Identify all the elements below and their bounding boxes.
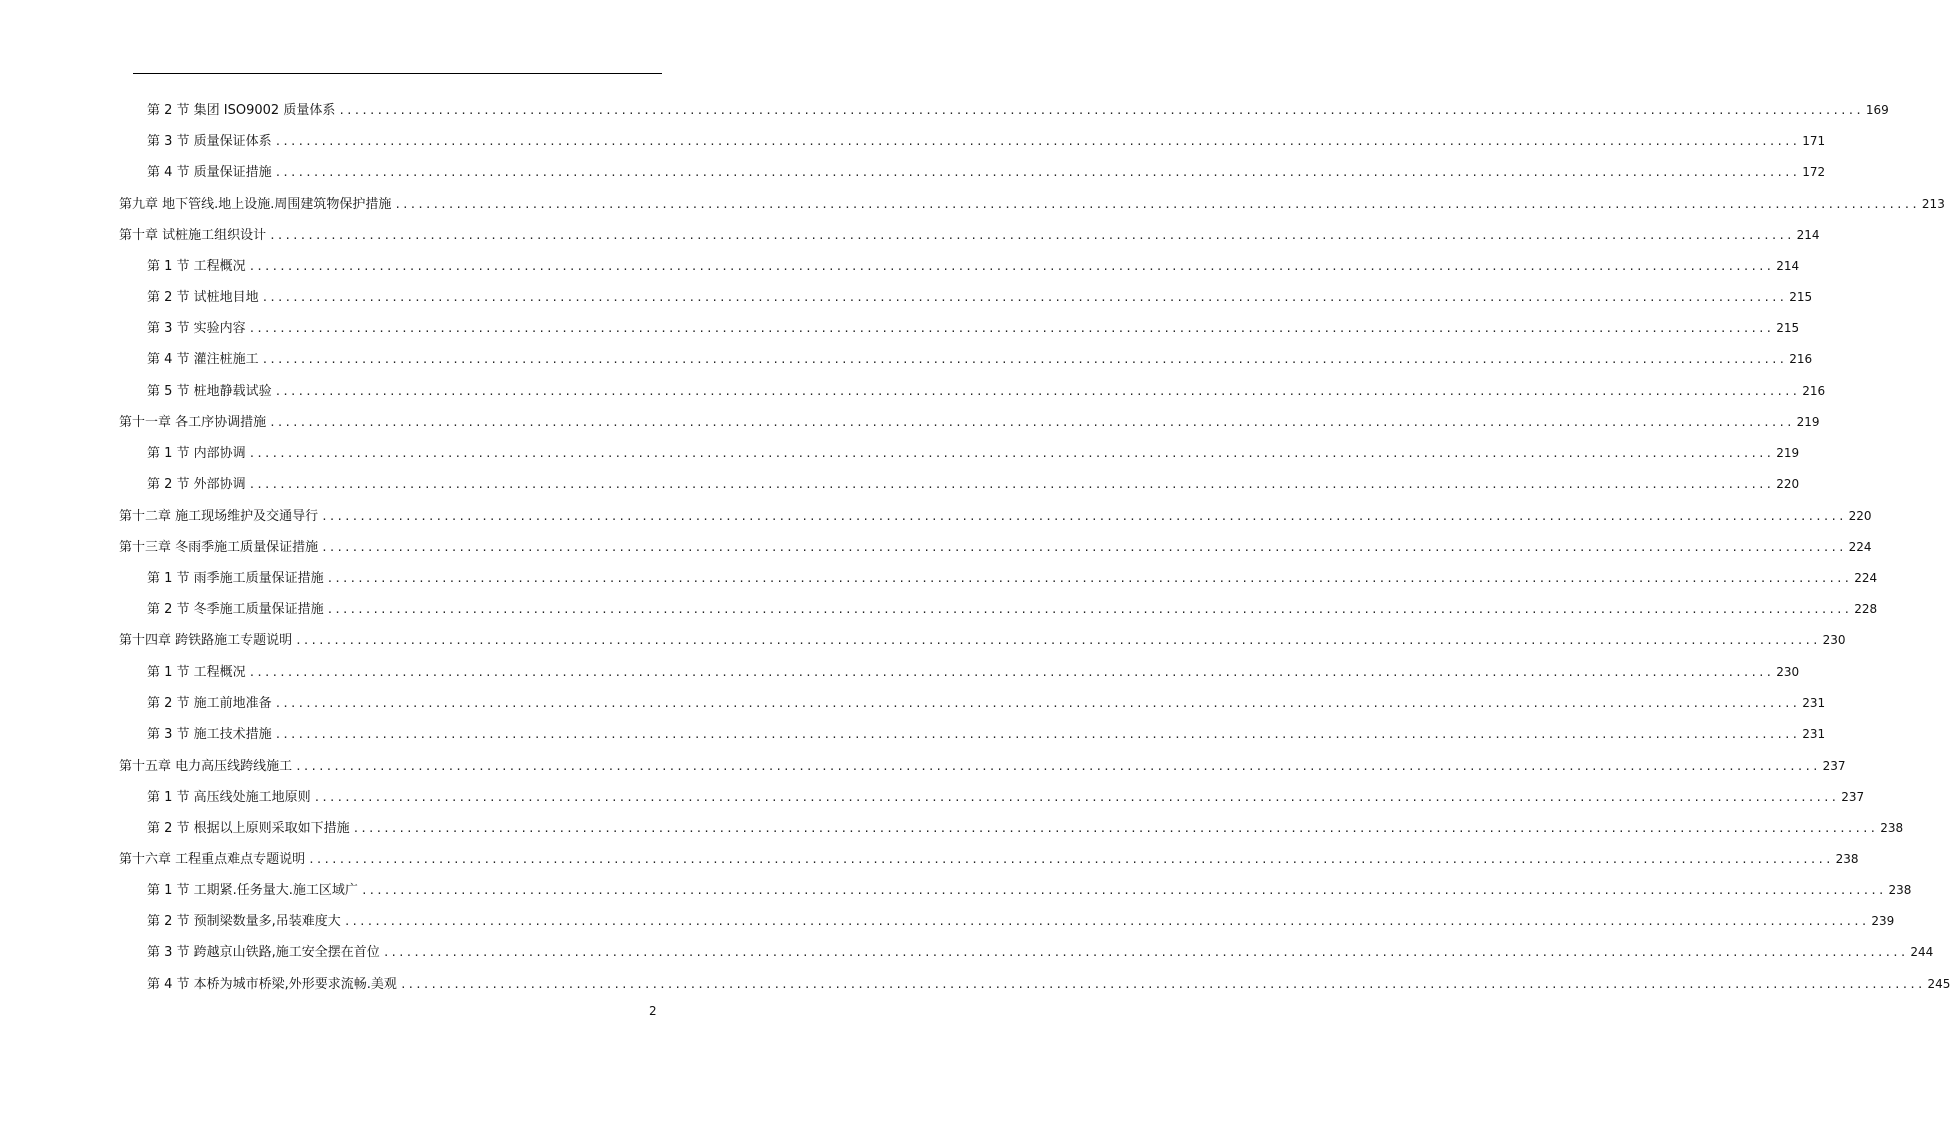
- toc-dot-leader: ........................................................................................................................................................................................................: [352, 822, 1878, 835]
- toc-dot-leader: ........................................................................................................................................................................................................: [326, 603, 1852, 616]
- toc-dot-leader: ........................................................................................................................................................................................................: [269, 229, 1794, 242]
- toc-entry-page-number: 220: [1776, 477, 1800, 491]
- toc-entry-page-number: 219: [1776, 446, 1800, 460]
- toc-entry-title: 第 1 节 工程概况: [147, 259, 246, 274]
- toc-entry-title: 第 2 节 外部协调: [147, 477, 246, 492]
- toc-section-entry: [147, 568, 1878, 588]
- toc-dot-leader: ........................................................................................................................................................................................................: [274, 697, 1800, 710]
- toc-dot-leader: ........................................................................................................................................................................................................: [338, 104, 1863, 117]
- toc-dot-leader: ........................................................................................................................................................................................................: [274, 385, 1800, 398]
- toc-entry-title: 第 2 节 试桩地目地: [147, 290, 259, 305]
- toc-entry-title: 第 2 节 集团 ISO9002 质量体系: [147, 103, 336, 118]
- toc-entry-page-number: 238: [1835, 852, 1859, 866]
- toc-section-entry: [147, 474, 1800, 494]
- toc-section-entry: [147, 131, 1826, 151]
- toc-section-entry: [147, 256, 1800, 276]
- toc-entry-title: 第 4 节 本桥为城市桥梁,外形要求流畅.美观: [147, 977, 397, 992]
- toc-section-entry: [147, 443, 1800, 463]
- toc-entry-page-number: 228: [1854, 602, 1878, 616]
- toc-entry-page-number: 237: [1822, 759, 1846, 773]
- toc-dot-leader: ........................................................................................................................................................................................................: [248, 666, 1774, 679]
- toc-entry-title: 第十四章 跨铁路施工专题说明: [119, 633, 293, 648]
- toc-dot-leader: ........................................................................................................................................................................................................: [360, 884, 1886, 897]
- toc-dot-leader: ........................................................................................................................................................................................................: [261, 291, 1787, 304]
- toc-entry-page-number: 224: [1854, 571, 1878, 585]
- toc-entry-page-number: 220: [1848, 509, 1872, 523]
- toc-section-entry: [147, 349, 1813, 369]
- toc-dot-leader: ........................................................................................................................................................................................................: [382, 946, 1908, 959]
- toc-section-entry: [147, 787, 1865, 807]
- toc-dot-leader: ........................................................................................................................................................................................................: [248, 322, 1774, 335]
- toc-entry-title: 第 3 节 实验内容: [147, 321, 246, 336]
- toc-entry-page-number: 215: [1776, 321, 1800, 335]
- toc-entry-title: 第 4 节 质量保证措施: [147, 165, 272, 180]
- toc-entry-page-number: 230: [1822, 633, 1846, 647]
- toc-entry-page-number: 169: [1865, 103, 1889, 117]
- toc-entry-title: 第 2 节 冬季施工质量保证措施: [147, 602, 324, 617]
- toc-entry-title: 第 2 节 根据以上原则采取如下措施: [147, 821, 350, 836]
- toc-entry-page-number: 224: [1848, 540, 1872, 554]
- toc-dot-leader: ........................................................................................................................................................................................................: [274, 135, 1800, 148]
- toc-entry-page-number: 231: [1802, 696, 1826, 710]
- toc-entry-page-number: 219: [1796, 415, 1820, 429]
- toc-dot-leader: ........................................................................................................................................................................................................: [308, 853, 1833, 866]
- toc-section-entry: [147, 880, 1912, 900]
- toc-section-entry: [147, 693, 1826, 713]
- toc-dot-leader: ........................................................................................................................................................................................................: [399, 978, 1925, 991]
- toc-entry-title: 第九章 地下管线.地上设施.周围建筑物保护措施: [119, 197, 392, 212]
- toc-entry-page-number: 172: [1802, 165, 1826, 179]
- toc-dot-leader: ........................................................................................................................................................................................................: [248, 478, 1774, 491]
- toc-entry-title: 第十六章 工程重点难点专题说明: [119, 852, 306, 867]
- toc-entry-page-number: 214: [1776, 259, 1800, 273]
- toc-entry-title: 第十二章 施工现场维护及交通导行: [119, 509, 319, 524]
- toc-dot-leader: ........................................................................................................................................................................................................: [261, 353, 1787, 366]
- toc-entry-title: 第十章 试桩施工组织设计: [119, 228, 267, 243]
- toc-dot-leader: ........................................................................................................................................................................................................: [313, 791, 1839, 804]
- toc-entry-page-number: 216: [1789, 352, 1813, 366]
- toc-dot-leader: ........................................................................................................................................................................................................: [248, 447, 1774, 460]
- toc-dot-leader: ........................................................................................................................................................................................................: [326, 572, 1852, 585]
- toc-dot-leader: ........................................................................................................................................................................................................: [295, 760, 1820, 773]
- toc-entry-title: 第 4 节 灌注桩施工: [147, 352, 259, 367]
- toc-entry-title: 第 1 节 工程概况: [147, 665, 246, 680]
- toc-section-entry: [147, 100, 1889, 120]
- toc-section-entry: [147, 662, 1800, 682]
- toc-section-entry: [147, 599, 1878, 619]
- toc-chapter-entry: [119, 194, 1945, 214]
- toc-section-entry: [147, 318, 1800, 338]
- toc-entry-page-number: 244: [1910, 945, 1934, 959]
- toc-chapter-entry: [119, 849, 1859, 869]
- toc-entry-title: 第 3 节 施工技术措施: [147, 727, 272, 742]
- toc-chapter-entry: [119, 412, 1820, 432]
- toc-dot-leader: ........................................................................................................................................................................................................: [321, 510, 1846, 523]
- toc-section-entry: [147, 724, 1826, 744]
- toc-dot-leader: ........................................................................................................................................................................................................: [394, 198, 1919, 211]
- toc-entry-title: 第 2 节 预制梁数量多,吊装难度大: [147, 914, 341, 929]
- toc-entry-page-number: 238: [1880, 821, 1904, 835]
- toc-entry-title: 第 1 节 雨季施工质量保证措施: [147, 571, 324, 586]
- toc-entry-page-number: 230: [1776, 665, 1800, 679]
- toc-entry-title: 第十五章 电力高压线跨线施工: [119, 759, 293, 774]
- toc-section-entry: [147, 974, 1950, 994]
- toc-dot-leader: ........................................................................................................................................................................................................: [269, 416, 1794, 429]
- toc-chapter-entry: [119, 630, 1846, 650]
- header-rule: [133, 73, 662, 74]
- toc-section-entry: [147, 381, 1826, 401]
- toc-entry-title: 第 5 节 桩地静载试验: [147, 384, 272, 399]
- toc-dot-leader: ........................................................................................................................................................................................................: [274, 728, 1800, 741]
- toc-dot-leader: ........................................................................................................................................................................................................: [343, 915, 1869, 928]
- toc-entry-title: 第十一章 各工序协调措施: [119, 415, 267, 430]
- toc-entry-title: 第 3 节 跨越京山铁路,施工安全摆在首位: [147, 945, 380, 960]
- toc-entry-title: 第十三章 冬雨季施工质量保证措施: [119, 540, 319, 555]
- toc-section-entry: [147, 818, 1904, 838]
- toc-chapter-entry: [119, 506, 1872, 526]
- toc-entry-page-number: 213: [1921, 197, 1945, 211]
- toc-entry-page-number: 216: [1802, 384, 1826, 398]
- toc-entry-page-number: 237: [1841, 790, 1865, 804]
- toc-section-entry: [147, 942, 1934, 962]
- toc-section-entry: [147, 287, 1813, 307]
- toc-entry-title: 第 1 节 工期紧.任务量大.施工区域广: [147, 883, 358, 898]
- toc-section-entry: [147, 911, 1895, 931]
- toc-dot-leader: ........................................................................................................................................................................................................: [248, 260, 1774, 273]
- toc-section-entry: [147, 162, 1826, 182]
- toc-chapter-entry: [119, 756, 1846, 776]
- toc-entry-title: 第 1 节 内部协调: [147, 446, 246, 461]
- toc-entry-title: 第 1 节 高压线处施工地原则: [147, 790, 311, 805]
- toc-entry-page-number: 245: [1927, 977, 1950, 991]
- toc-entry-page-number: 215: [1789, 290, 1813, 304]
- page-number: 2: [649, 1004, 657, 1018]
- toc-entry-title: 第 2 节 施工前地准备: [147, 696, 272, 711]
- toc-dot-leader: ........................................................................................................................................................................................................: [295, 634, 1820, 647]
- toc-entry-page-number: 214: [1796, 228, 1820, 242]
- toc-chapter-entry: [119, 225, 1820, 245]
- toc-entry-page-number: 231: [1802, 727, 1826, 741]
- toc-entry-page-number: 171: [1802, 134, 1826, 148]
- toc-chapter-entry: [119, 537, 1872, 557]
- toc-entry-page-number: 238: [1888, 883, 1912, 897]
- toc-entry-page-number: 239: [1871, 914, 1895, 928]
- toc-entry-title: 第 3 节 质量保证体系: [147, 134, 272, 149]
- toc-dot-leader: ........................................................................................................................................................................................................: [274, 166, 1800, 179]
- toc-dot-leader: ........................................................................................................................................................................................................: [321, 541, 1846, 554]
